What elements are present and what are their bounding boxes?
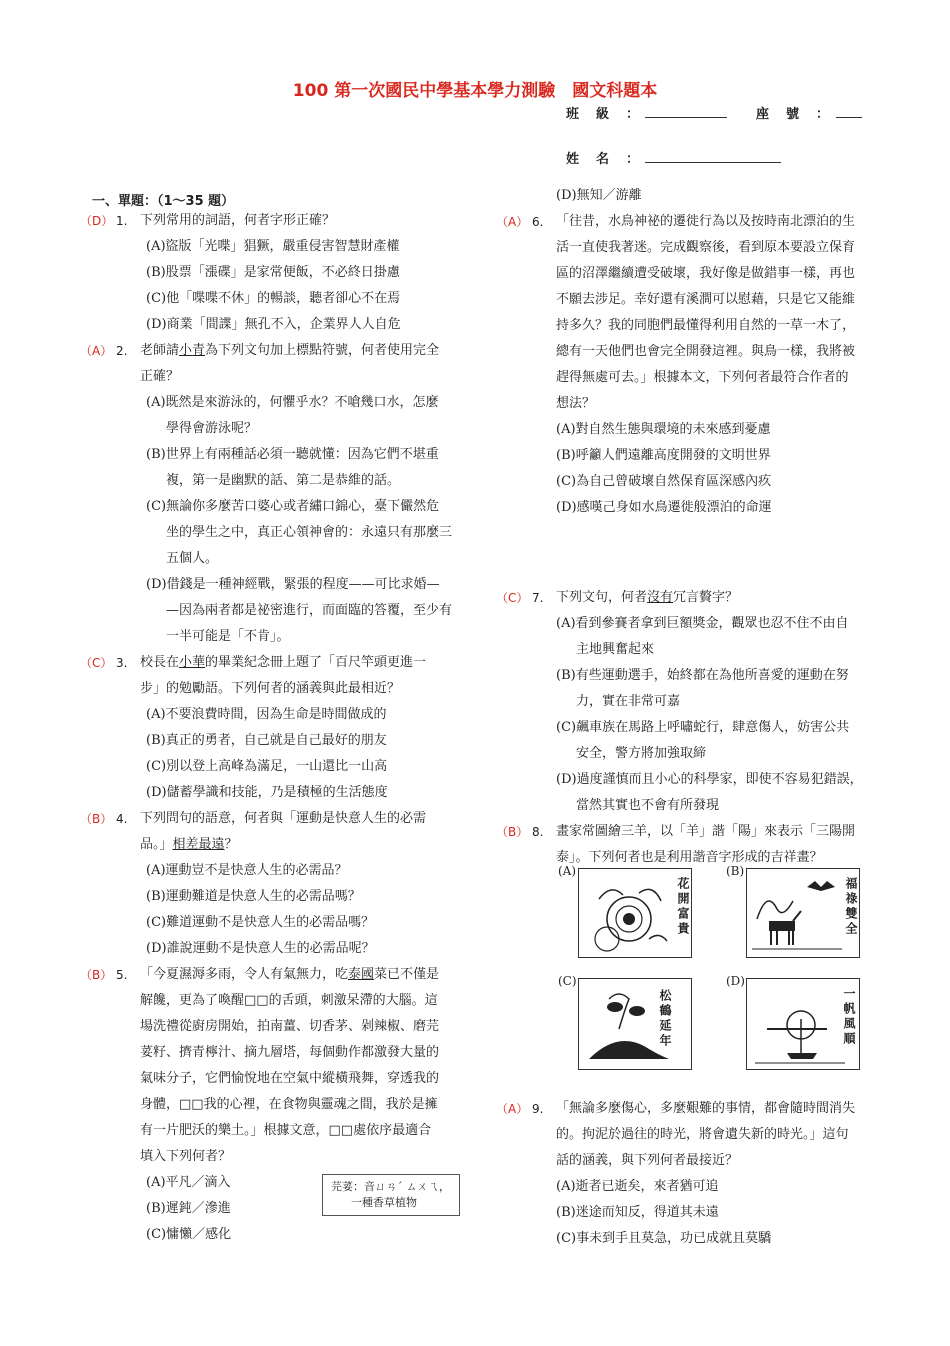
stem-6-line4: 不願去涉足。幸好還有溪澗可以慰藉，只是它又能維 [556, 292, 856, 307]
stem-5-line5: 氣味分子，它們愉悅地在空氣中縱橫飛舞，穿透我的 [140, 1071, 440, 1086]
pine-crane-icon [579, 979, 691, 1069]
spacer [496, 521, 896, 585]
answer-8: （B） [496, 825, 529, 839]
option-7a-l1: (A)看到參賽者拿到巨額獎金，觀眾也忍不住不由自 [556, 616, 849, 631]
option-3d[interactable]: (D)儲蓄學識和技能，乃是積極的生活態度 [146, 785, 388, 800]
class-label: 班 級 ： [566, 107, 642, 122]
stem-3 [140, 650, 480, 676]
name-label: 姓 名 ： [566, 152, 642, 167]
option-7c-l2: 安全，警方將加強取締 [576, 746, 707, 761]
stem-9-line1: 「無論多麼傷心，多麼艱難的事情，都會隨時間消失 [556, 1101, 856, 1116]
right-column-bottom [496, 1096, 896, 1252]
stem-2-line2: 正確？ [140, 369, 180, 384]
picture-d-label: (D) [726, 974, 745, 988]
stem-6-line3: 區的沼澤繼續遭受破壞，我好像是做錯事一樣，再也 [556, 266, 856, 281]
option-2a[interactable] [146, 390, 480, 442]
stem-6-line5: 持多久？我的同胞們最懂得利用自然的一草一木了， [556, 318, 856, 333]
option-1c[interactable]: (C)他「喋喋不休」的暢談，聽者卻心不在焉 [146, 291, 401, 306]
stem-5-underline: 泰國 [348, 967, 375, 982]
stem-4-post: ？ [224, 837, 238, 852]
right-column [496, 183, 896, 871]
stem-4: 下列問句的語意，何者與「運動是快意人生的必需 [140, 811, 427, 826]
stem-9-line2: 的。拘泥於過往的時光，將會遺失新的時光。」這句 [556, 1127, 849, 1142]
stem-5-post: 菜已不僅是 [374, 967, 440, 982]
picture-c[interactable] [578, 978, 692, 1070]
section-title: 一、單題：（1～35 題） [92, 194, 235, 209]
option-2c-l2: 坐的學生之中，真正心領神會的：永遠只有那麼三 [166, 525, 453, 540]
stem-2-underline: 小青 [179, 343, 206, 358]
option-9a[interactable]: (A)逝者已逝矣，來者猶可追 [556, 1179, 719, 1194]
qnum-3: 3. [116, 656, 128, 670]
stem-5-line8: 填入下列何者？ [140, 1149, 232, 1164]
picture-d-caption: 一帆風順 [842, 987, 856, 1047]
picture-b[interactable] [746, 868, 860, 958]
option-2a-l1: (A)既然是來游泳的，何懼乎水？不嗆幾口水，怎麼 [146, 395, 439, 410]
option-4a[interactable]: (A)運動豈不是快意人生的必需品？ [146, 863, 348, 878]
stem-2-post: 為下列文句加上標點符號，何者使用完全 [205, 343, 440, 358]
qnum-9: 9. [532, 1102, 544, 1116]
option-2b-l1: (B)世界上有兩種話必須一聽就懂：因為它們不堪重 [146, 447, 439, 462]
stem-3-pre: 校長在 [140, 655, 180, 670]
stem-6-line8: 想法？ [556, 396, 596, 411]
picture-b-caption: 福祿雙全 [844, 877, 858, 937]
option-7b-l2: 力，實在非常可嘉 [576, 694, 681, 709]
question-1 [80, 208, 480, 338]
option-3c[interactable]: (C)別以登上高峰為滿足，一山還比一山高 [146, 759, 388, 774]
qnum-8: 8. [532, 825, 544, 839]
question-7 [496, 585, 896, 819]
stem-3-line2: 步」的勉勵語。下列何者的涵義與此最相近？ [140, 681, 401, 696]
stem-7-underline: 沒有 [647, 590, 674, 605]
answer-5: （B） [80, 968, 113, 982]
option-7d-l2: 當然其實也不會有所發現 [576, 798, 720, 813]
option-7d[interactable] [556, 767, 896, 819]
option-5a[interactable]: (A)平凡／滴入 [146, 1175, 231, 1190]
option-5d[interactable]: (D)無知／游離 [556, 188, 642, 203]
stem-7 [556, 585, 896, 611]
stem-6-line7: 趕得無處可去。」根據本文，下列何者最符合作者的 [556, 370, 849, 385]
stem-3-underline: 小華 [179, 655, 206, 670]
picture-a-caption: 花開富貴 [676, 877, 690, 937]
stem-5-line4: 荽籽、擠青檸汁、摘九層塔，每個動作都激發大量的 [140, 1045, 440, 1060]
option-1b[interactable]: (B)股票「漲碟」是家常便飯，不必終日掛慮 [146, 265, 400, 280]
option-2b-l2: 複，第一是幽默的話、第二是恭維的話。 [166, 473, 401, 488]
question-8 [496, 819, 896, 871]
stem-8-line2: 泰」。下列何者也是利用諧音字形成的吉祥畫？ [556, 850, 823, 865]
option-2a-l2: 學得會游泳呢？ [166, 421, 258, 436]
stem-5-line7: 有一片肥沃的樂土。」根據文意，□□處依序最適合 [140, 1123, 432, 1138]
vocab-note-box [322, 1174, 460, 1216]
picture-d[interactable] [746, 978, 860, 1070]
option-4c[interactable]: (C)難道運動不是快意人生的必需品嗎？ [146, 915, 375, 930]
option-7c[interactable] [556, 715, 896, 767]
option-2c-l3: 五個人。 [166, 551, 219, 566]
picture-c-caption: 松鶴延年 [658, 989, 672, 1049]
option-7b[interactable] [556, 663, 896, 715]
qnum-6: 6. [532, 215, 544, 229]
option-2d[interactable] [146, 572, 480, 650]
stem-7-post: 冗言贅字？ [673, 590, 739, 605]
vocab-note-line2: 一種香草植物 [351, 1196, 417, 1209]
seat-field-line[interactable] [836, 117, 862, 118]
stem-6-line2: 活一直使我著迷。完成觀察後，看到原本要設立保育 [556, 240, 856, 255]
picture-c-label: (C) [558, 974, 577, 988]
qnum-2: 2. [116, 344, 128, 358]
option-4d[interactable]: (D)誰說運動不是快意人生的必需品呢？ [146, 941, 375, 956]
vocab-note-line1: 芫荽：音ㄩㄢˊ ㄙㄨㄟ， [331, 1180, 450, 1193]
answer-3: （C） [80, 656, 113, 670]
option-7b-l1: (B)有些運動選手，始終都在為他所喜愛的運動在努 [556, 668, 849, 683]
stem-5-pre: 「今夏濕溽多雨，令人有氣無力，吃 [140, 967, 349, 982]
stem-4-line2 [140, 832, 480, 858]
option-3a[interactable]: (A)不要浪費時間，因為生命是時間做成的 [146, 707, 387, 722]
option-1d[interactable]: (D)商業「間諜」無孔不入，企業界人人自危 [146, 317, 401, 332]
answer-2: （A） [80, 344, 113, 358]
question-2 [80, 338, 480, 650]
seat-label: 座 號 ： [756, 107, 832, 122]
option-5c[interactable]: (C)慵懶／感化 [146, 1227, 232, 1242]
answer-9: （A） [496, 1102, 529, 1116]
stem-2 [140, 338, 480, 364]
option-6a[interactable]: (A)對自然生態與環境的未來感到憂慮 [556, 422, 771, 437]
qnum-4: 4. [116, 812, 128, 826]
option-7a-l2: 主地興奮起來 [576, 642, 655, 657]
stem-2-pre: 老師請 [140, 343, 180, 358]
option-9b[interactable]: (B)迷途而知反，得道其未遠 [556, 1205, 719, 1220]
picture-b-label: (B) [726, 864, 745, 878]
option-7a[interactable] [556, 611, 896, 663]
option-6c[interactable]: (C)為自己曾破壞自然保育區深感內疚 [556, 474, 772, 489]
stem-8-line1: 畫家常圖繪三羊，以「羊」諧「陽」來表示「三陽開 [556, 824, 856, 839]
stem-7-pre: 下列文句，何者 [556, 590, 648, 605]
answer-7: （C） [496, 591, 529, 605]
option-2c[interactable] [146, 494, 480, 572]
option-4b[interactable]: (B)運動難道是快意人生的必需品嗎？ [146, 889, 361, 904]
answer-4: （B） [80, 812, 113, 826]
class-field-line[interactable] [645, 117, 727, 118]
page-title: 100 第一次國民中學基本學力測驗 國文科題本 [292, 81, 658, 101]
option-2c-l1: (C)無論你多麼苦口婆心或者繡口錦心，臺下儼然危 [146, 499, 440, 514]
stem-4-underline: 相差最遠 [172, 837, 225, 852]
question-4 [80, 806, 480, 962]
option-9c[interactable]: (C)事未到手且莫急，功已成就且莫驕 [556, 1231, 772, 1246]
option-2d-l3: 一半可能是「不肯」。 [166, 629, 290, 644]
stem-5 [140, 962, 480, 988]
answer-6: （A） [496, 215, 529, 229]
option-3b[interactable]: (B)真正的勇者，自己就是自己最好的朋友 [146, 733, 387, 748]
stem-5-line6: 身體，□□我的心裡，在食物與靈魂之間，我於是擁 [140, 1097, 438, 1112]
stem-4-pre: 品。」 [140, 837, 173, 852]
question-9 [496, 1096, 896, 1252]
question-6 [496, 209, 896, 521]
option-6d[interactable]: (D)感嘆己身如水鳥遷徙般漂泊的命運 [556, 500, 772, 515]
stem-6-line6: 總有一天他們也會完全開發這裡。與鳥一樣，我將被 [556, 344, 856, 359]
stem-9-line3: 話的涵義，與下列何者最接近？ [556, 1153, 739, 1168]
answer-1: （D） [80, 214, 114, 228]
question-3 [80, 650, 480, 806]
stem-5-line2: 解饞，更為了喚醒□□的舌頭，刺激呆滯的大腦。這 [140, 993, 438, 1008]
option-7c-l1: (C)飆車族在馬路上呼嘯蛇行，肆意傷人，妨害公共 [556, 720, 850, 735]
option-7d-l1: (D)過度謹慎而且小心的科學家，即使不容易犯錯誤， [556, 772, 863, 787]
qnum-1: 1. [116, 214, 128, 228]
stem-3-post: 的畢業紀念冊上題了「百尺竿頭更進一 [205, 655, 427, 670]
picture-a-label: (A) [558, 864, 577, 878]
name-field-line[interactable] [645, 162, 781, 163]
option-2d-l1: (D)借錢是一種神經戰，緊張的程度——可比求婚— [146, 577, 440, 592]
option-5b[interactable]: (B)遲鈍／滲進 [146, 1201, 231, 1216]
left-column [80, 208, 480, 1248]
stem-6-line1: 「往昔，水鳥神祕的遷徙行為以及按時南北漂泊的生 [556, 214, 856, 229]
qnum-7: 7. [532, 591, 544, 605]
stem-5-line3: 場洗禮從廚房開始，拍南薑、切香茅、剁辣椒、磨芫 [140, 1019, 440, 1034]
picture-a[interactable] [578, 868, 692, 958]
option-6b[interactable]: (B)呼籲人們遠離高度開發的文明世界 [556, 448, 771, 463]
option-2b[interactable] [146, 442, 480, 494]
stem-1: 下列常用的詞語，何者字形正確？ [140, 213, 336, 228]
option-1a[interactable]: (A)盜版「光喋」猖獗，嚴重侵害智慧財產權 [146, 239, 400, 254]
qnum-5: 5. [116, 968, 128, 982]
option-2d-l2: —因為兩者都是祕密進行，而面臨的答覆，至少有 [166, 603, 453, 618]
